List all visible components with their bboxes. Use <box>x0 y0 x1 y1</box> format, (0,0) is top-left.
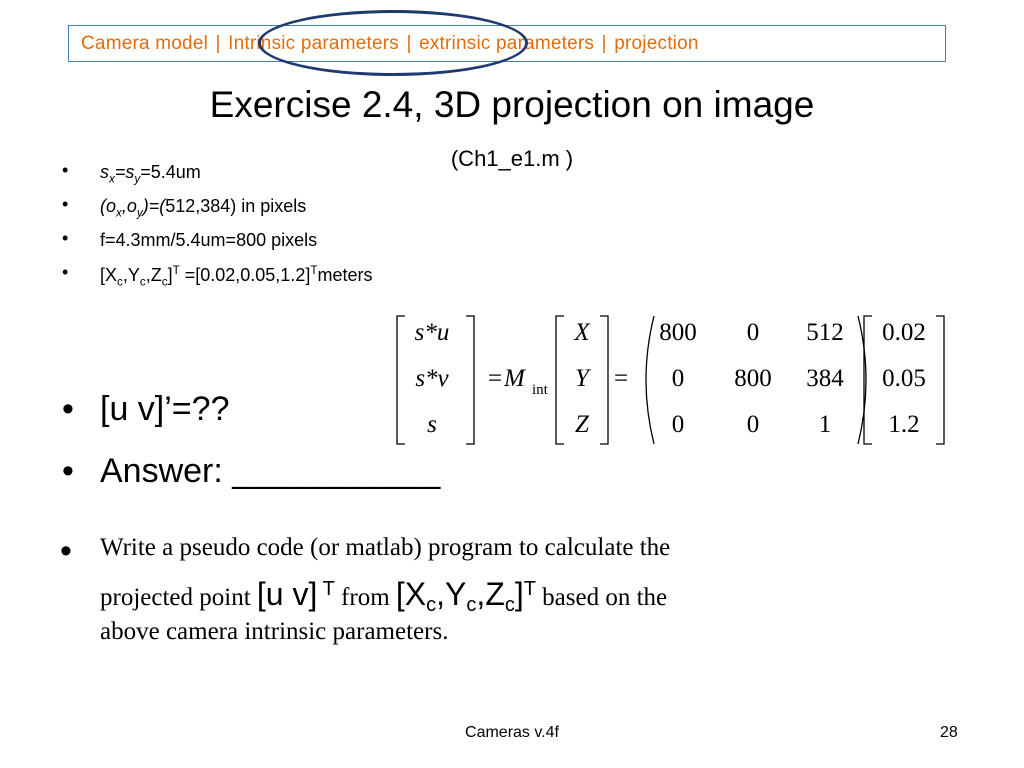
matrix-cell: 0 <box>746 319 760 346</box>
bullet-dot: • <box>62 452 74 490</box>
lhs-entry: s <box>427 411 437 438</box>
nav-camera-model: Camera model <box>81 33 209 54</box>
lhs-entry: s*u <box>414 319 450 346</box>
bullet-dot: • <box>62 390 74 428</box>
matrix-cell: 384 <box>806 365 844 392</box>
slide-subtitle: (Ch1_e1.m ) <box>450 146 574 171</box>
matrix-cell: 1 <box>818 411 832 438</box>
projection-equation <box>392 312 952 448</box>
matrix-cell: 512 <box>806 319 844 346</box>
point-entry: 0.02 <box>882 319 926 346</box>
bullet-point-coordinates: $[X_c,Y_c,Z_c]^T$ $=[0.02,0.05,1.2]^Tmeters$ <box>100 264 373 289</box>
bullet-dot: • <box>62 160 69 180</box>
task-line-2: projected point [u v] $^T$ from $[X_c,Y_c,Z_c]^T$ based on the <box>100 576 668 616</box>
answer-text: Answer: ___________ <box>100 452 441 490</box>
nav-separator: | <box>215 33 221 54</box>
matrix-m-symbol: M <box>504 365 525 392</box>
bullet-principal-point: $(o_x,o_y)=(512,384)$ in pixels <box>100 196 307 220</box>
matrix-cell: 0 <box>746 411 760 438</box>
nav-separator: | <box>601 33 607 54</box>
task-line-3: above camera intrinsic parameters. <box>100 618 449 645</box>
equals-sign: = <box>488 365 503 392</box>
slide-title: Exercise 2.4, 3D projection on image <box>209 84 815 125</box>
xyz-entry: X <box>574 319 590 346</box>
footer-title: Cameras v.4f <box>465 724 559 741</box>
bullet-dot: • <box>60 532 72 570</box>
bullet-dot: • <box>62 194 69 214</box>
highlight-ellipse <box>258 10 528 76</box>
nav-extrinsic-parameters: extrinsic parameters <box>419 33 595 54</box>
matrix-int-subscript: int <box>532 382 548 398</box>
bullet-dot: • <box>62 228 69 248</box>
nav-intrinsic-parameters: Intrinsic parameters <box>228 33 399 54</box>
matrix-cell: 0 <box>671 411 685 438</box>
bullet-pixel-size: $s_x=s_y=5.4um$ <box>100 162 201 186</box>
point-entry: 1.2 <box>888 411 920 438</box>
task-line-1: Write a pseudo code (or matlab) program to calculate the <box>100 534 671 561</box>
matrix-cell: 0 <box>671 365 685 392</box>
nav-separator: | <box>406 33 412 54</box>
xyz-entry: Y <box>575 365 589 392</box>
page-number: 28 <box>940 724 958 741</box>
matrix-cell: 800 <box>659 319 697 346</box>
equals-sign: = <box>614 365 629 392</box>
question-text: [u v]’=?? <box>100 390 230 428</box>
nav-projection: projection <box>614 33 699 54</box>
point-entry: 0.05 <box>882 365 926 392</box>
bullet-dot: • <box>62 262 69 282</box>
bullet-focal-length: f=4.3mm/5.4um=800 pixels <box>100 230 318 250</box>
matrix-cell: 800 <box>734 365 772 392</box>
lhs-entry: s*v <box>415 365 449 392</box>
xyz-entry: Z <box>575 411 589 438</box>
